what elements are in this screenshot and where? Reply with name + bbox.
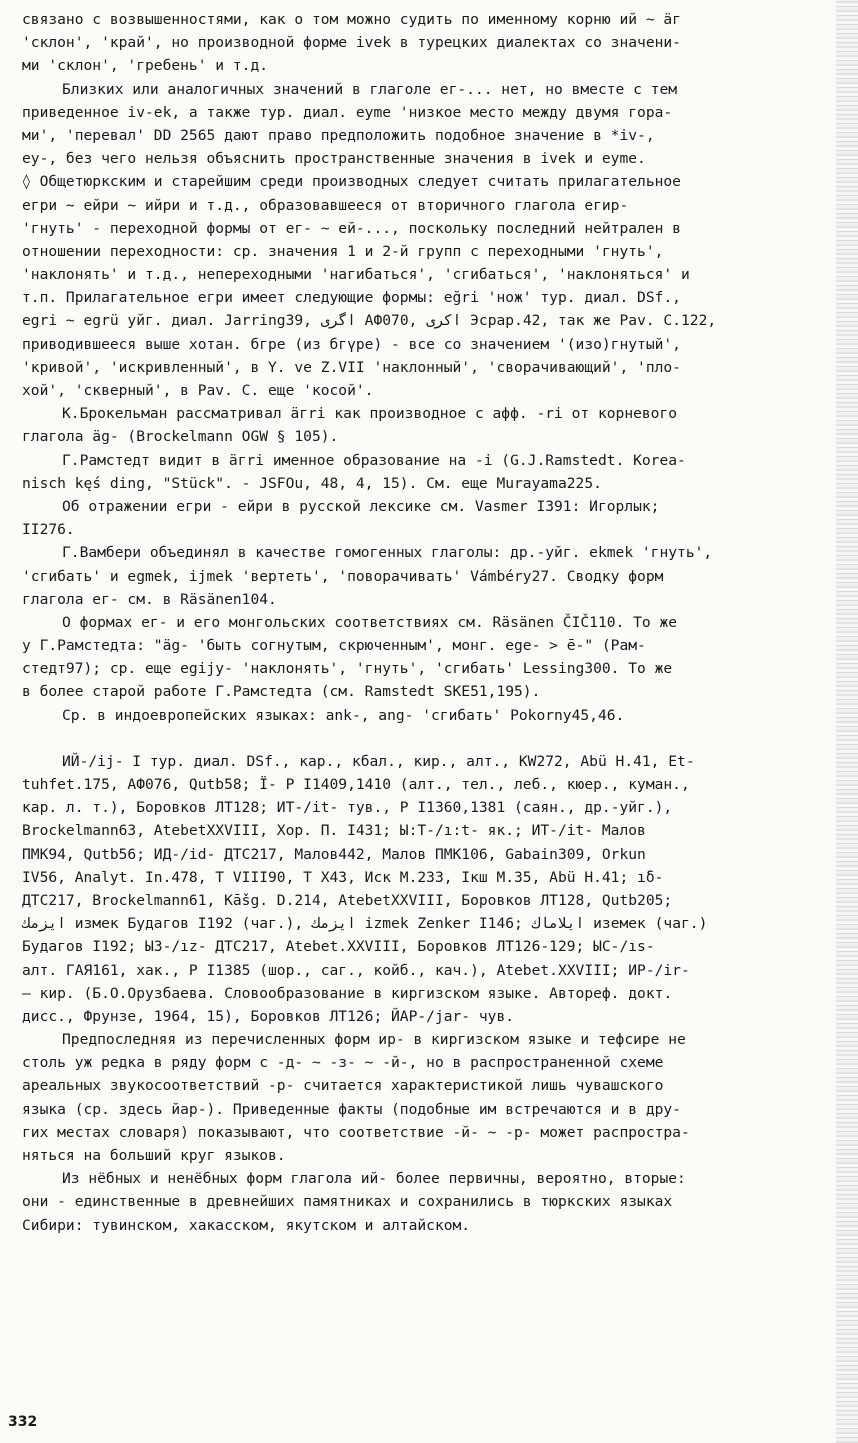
text-line: приведенное iv-ek, а также тур. диал. eyme 'низкое место между двумя гора-	[22, 103, 673, 121]
paragraph-gap	[22, 727, 822, 750]
paragraph	[22, 8, 822, 78]
text-line: Предпоследняя из перечисленных форм ир- в киргизском языке и тефсире не	[62, 1031, 686, 1049]
text-line: Г.Рамстедт видит в äгri именное образование на -i (G.J.Ramstedt. Korea-	[62, 451, 686, 469]
text-line: глагола äg- (Brockelmann OGW § 105).	[22, 428, 339, 446]
paragraph	[22, 1167, 822, 1237]
text-line: ey-, без чего нельзя объяснить пространственные значения в ivek и eyme.	[22, 150, 646, 168]
text-line: 'наклонять' и т.д., непереходными 'нагибаться', 'сгибаться', 'наклоняться' и	[22, 266, 690, 284]
text-line: tuhfet.175, АФ076, Qutb58; Ï- P I1409,1410 (алт., тел., леб., кюер., куман.,	[22, 776, 690, 793]
document-body	[22, 8, 822, 1237]
text-line: 'гнуть' - переходной формы от ег- ~ ей-..., поскольку последний нейтрален в	[22, 219, 681, 237]
text-line: Сибири: тувинском, хакасском, якутском и алтайском.	[22, 1216, 471, 1234]
paragraph	[22, 78, 822, 403]
text-line: ми 'склон', 'гребень' и т.д.	[22, 57, 269, 75]
text-line: ДТС217, Brockelmann61, Kāšg. D.214, AtebetXXVIII, Боровков ЛТ128, Qutb205;	[22, 891, 673, 909]
text-line: — кир. (Б.О.Орузбаева. Словообразование в киргизском языке. Автореф. докт.	[22, 984, 673, 1002]
text-line: т.п. Прилагательное егри имеет следующие формы: eğri 'нож' тур. диал. DSf.,	[22, 289, 681, 307]
text-line: Ср. в индоевропейских языках: ank-, ang- 'сгибать' Pokorny45,46.	[62, 706, 625, 724]
text-line: К.Брокельман рассматривал äгri как производное с афф. -ri от корневого	[62, 405, 678, 423]
text-line: 'склон', 'край', но производной форме ivek в турецких диалектах со значени-	[22, 34, 681, 52]
text-line: алт. ГАЯ161, хак., P I1385 (шор., саг., койб., кач.), Atebet.XXVIII; ИР-/ir-	[22, 961, 690, 979]
text-line: дисс., Фрунзе, 1964, 15), Боровков ЛТ126; ЙАР-/jar- чув.	[22, 1007, 515, 1025]
text-line: няться на больший круг языков.	[22, 1147, 286, 1164]
text-line: Близких или аналогичных значений в глаголе ег-... нет, но вместе с тем	[62, 80, 678, 98]
text-line: egri ~ egrü уйг. диал. Jarring39, اگری АФ070, اکری Эсрар.42, так же Pav. C.122,	[22, 312, 717, 330]
scan-edge-shadow	[836, 0, 858, 1443]
text-line: Из нёбных и ненёбных форм глагола ий- более первичны, вероятно, вторые:	[62, 1170, 686, 1188]
text-line: хой', 'скверный', в Pav. C. еще 'косой'.	[22, 382, 374, 399]
text-line: nisch kęś ding, "Stück". - JSFOu, 48, 4, 15). См. еще Murayama225.	[22, 474, 602, 492]
paragraph	[22, 704, 822, 727]
text-line: егри ~ ейри ~ ийри и т.д., образовавшееся от вторичного глагола егир-	[22, 196, 629, 214]
text-line: 'сгибать' и egmek, ijmek 'вертеть', 'поворачивать' Vámbéry27. Сводку форм	[22, 567, 664, 585]
page-number: 332	[8, 1414, 38, 1430]
text-line: 'кривой', 'искривленный', в Y. ve Z.VII 'наклонный', 'сворачивающий', 'пло-	[22, 358, 681, 376]
paragraph	[22, 495, 822, 541]
text-line: IV56, Analyt. In.478, T VIII90, T X43, Иск М.233, Iкш М.35, Abü H.41; ıδ-	[22, 868, 664, 886]
text-line: ПМК94, Qutb56; ИД-/id- ДТС217, Малов442, Малов ПМК106, Gabain309, Orkun	[22, 845, 646, 863]
paragraph	[22, 541, 822, 611]
text-line: столь уж редка в ряду форм с -д- ~ -з- ~ -й-, но в распространенной схеме	[22, 1054, 664, 1072]
text-line: гих местах словаря) показывают, что соответствие -й- ~ -р- может распростра-	[22, 1123, 690, 1141]
text-line: ИЙ-/ij- I тур. диал. DSf., кар., кбал., кир., алт., KW272, Abü H.41, Et-	[62, 752, 695, 770]
text-line: они - единственные в древнейших памятниках и сохранились в тюркских языках	[22, 1193, 673, 1211]
text-line: кар. л. т.), Боровков ЛТ128; ИТ-/it- тув., P I1360,1381 (саян., др.-уйг.),	[22, 799, 673, 817]
text-line: в более старой работе Г.Рамстедта (см. Ramstedt SKE51,195).	[22, 683, 541, 701]
text-line: языка (ср. здесь йар-). Приведенные факты (подобные им встречаются и в дру-	[22, 1100, 681, 1118]
text-line: Об отражении егри - ейри в русской лексике см. Vasmer I391: Игорлык;	[62, 497, 660, 515]
text-line: глагола ег- см. в Räsänen104.	[22, 590, 277, 608]
text-line: стедт97); ср. еще egijy- 'наклонять', 'гнуть', 'сгибать' Lessing300. То же	[22, 660, 673, 678]
text-line: II276.	[22, 521, 75, 539]
text-line: Будагов I192; ЫЗ-/ız- ДТС217, Atebet.XXVIII, Боровков ЛТ126-129; ЫС-/ıs-	[22, 938, 655, 956]
paragraph	[22, 611, 822, 704]
text-line: у Г.Рамстедта: "äg- 'быть согнутым, скрюченным', монг. ege- > ē-" (Рам-	[22, 637, 646, 655]
text-line: Г.Вамбери объединял в качестве гомогенных глаголы: др.-уйг. ekmek 'гнуть',	[62, 544, 713, 562]
paragraph	[22, 1028, 822, 1167]
paragraph	[22, 750, 822, 1028]
text-line: ареальных звукосоответствий -р- считается характеристикой лишь чувашского	[22, 1077, 664, 1095]
text-line: Brockelmann63, AtebetXXVIII, Хор. П. I431; Ы:Т-/ı:t- як.; ИТ-/it- Малов	[22, 822, 646, 840]
text-line: приводившееся выше хотан. бгре (из бгүре) - все со значением '(изо)гнутый',	[22, 335, 681, 353]
paragraph	[22, 402, 822, 448]
text-line: отношении переходности: ср. значения 1 и 2-й групп с переходными 'гнуть',	[22, 242, 664, 260]
text-line: ми', 'перевал' DD 2565 дают право предположить подобное значение в *iv-,	[22, 126, 655, 144]
text-line: ◊ Общетюркским и старейшим среди производных следует считать прилагательное	[22, 173, 681, 191]
paragraph	[22, 449, 822, 495]
text-line: ايزمك измек Будагов I192 (чаг.), ايزمك izmek Zenker I146; ايلاماك иземек (чаг.)	[22, 915, 708, 933]
text-line: связано с возвышенностями, как о том можно судить по именному корню ий ~ äг	[22, 11, 681, 28]
text-line: О формах ег- и его монгольских соответствиях см. Räsänen ČIČ110. То же	[62, 613, 678, 631]
